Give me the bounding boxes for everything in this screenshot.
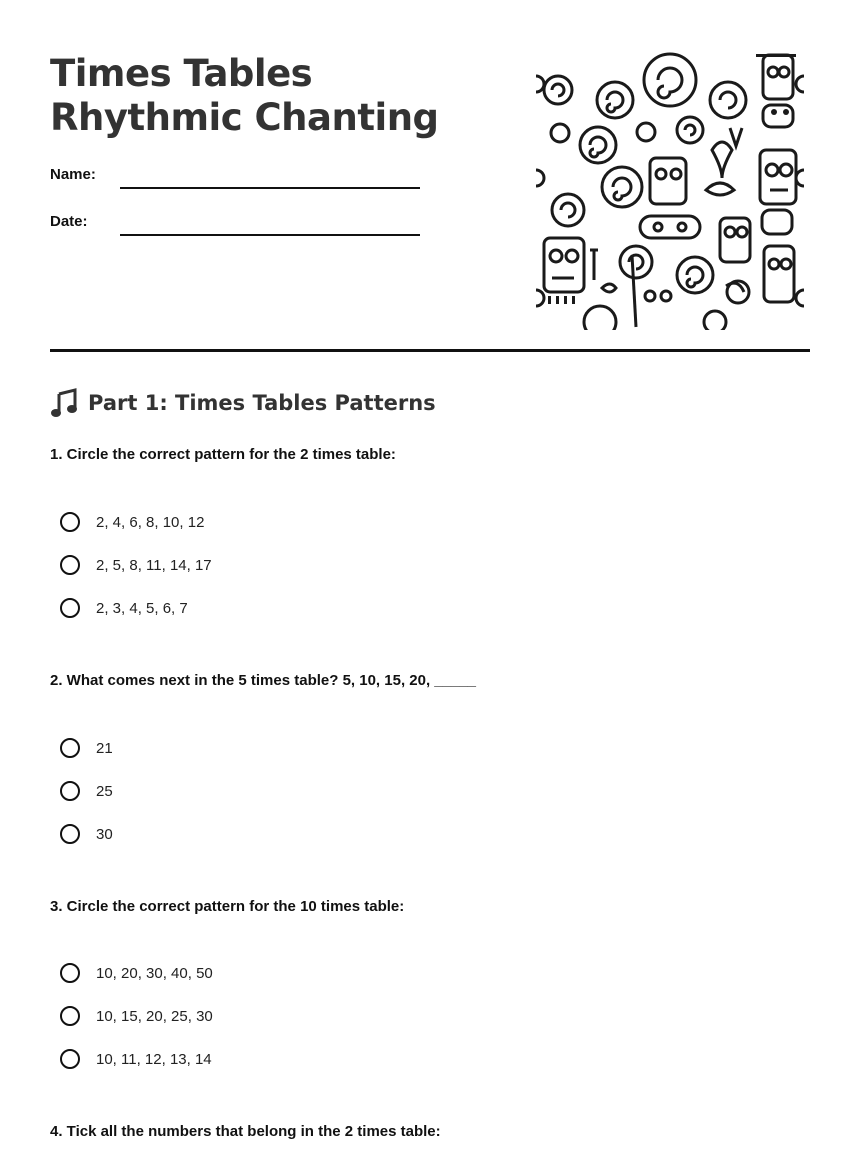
maori-pattern-image — [530, 50, 810, 330]
date-field[interactable] — [120, 234, 420, 236]
radio-circle[interactable] — [60, 512, 80, 532]
question-2: 2. What comes next in the 5 times table? 5, 10, 15, 20, _____ — [50, 672, 477, 689]
music-note-icon — [50, 388, 78, 418]
option-label: 2, 3, 4, 5, 6, 7 — [96, 599, 188, 617]
option-label: 10, 20, 30, 40, 50 — [96, 964, 213, 982]
option-label: 30 — [96, 825, 113, 843]
question-1-option-1[interactable] — [60, 509, 204, 535]
koru-tiki-pattern-icon — [530, 50, 810, 330]
question-1: 1. Circle the correct pattern for the 2 times table: — [50, 446, 396, 463]
radio-circle[interactable] — [60, 824, 80, 844]
header-divider — [50, 349, 810, 352]
section-heading-text: Part 1: Times Tables Patterns — [88, 391, 436, 415]
question-1-option-2[interactable] — [60, 552, 212, 578]
name-label: Name: — [50, 166, 96, 183]
radio-circle[interactable] — [60, 1006, 80, 1026]
question-3-option-3[interactable] — [60, 1046, 212, 1072]
radio-circle[interactable] — [60, 781, 80, 801]
option-label: 10, 15, 20, 25, 30 — [96, 1007, 213, 1025]
option-label: 2, 4, 6, 8, 10, 12 — [96, 513, 205, 531]
option-label: 10, 11, 12, 13, 14 — [96, 1050, 212, 1068]
question-2-option-3[interactable] — [60, 821, 113, 847]
question-3: 3. Circle the correct pattern for the 10 times table: — [50, 898, 405, 915]
section-heading — [50, 388, 436, 418]
question-2-option-2[interactable] — [60, 778, 113, 804]
date-label: Date: — [50, 213, 88, 230]
radio-circle[interactable] — [60, 963, 80, 983]
page-title: Times Tables Rhythmic Chanting — [50, 52, 439, 139]
option-label: 25 — [96, 782, 113, 800]
radio-circle[interactable] — [60, 598, 80, 618]
option-label: 21 — [96, 739, 113, 757]
radio-circle[interactable] — [60, 738, 80, 758]
question-4: 4. Tick all the numbers that belong in the 2 times table: — [50, 1123, 441, 1140]
radio-circle[interactable] — [60, 1049, 80, 1069]
question-3-option-2[interactable] — [60, 1003, 213, 1029]
question-3-option-1[interactable] — [60, 960, 213, 986]
question-1-option-3[interactable] — [60, 595, 188, 621]
option-label: 2, 5, 8, 11, 14, 17 — [96, 556, 212, 574]
name-field[interactable] — [120, 187, 420, 189]
question-2-option-1[interactable] — [60, 735, 113, 761]
radio-circle[interactable] — [60, 555, 80, 575]
